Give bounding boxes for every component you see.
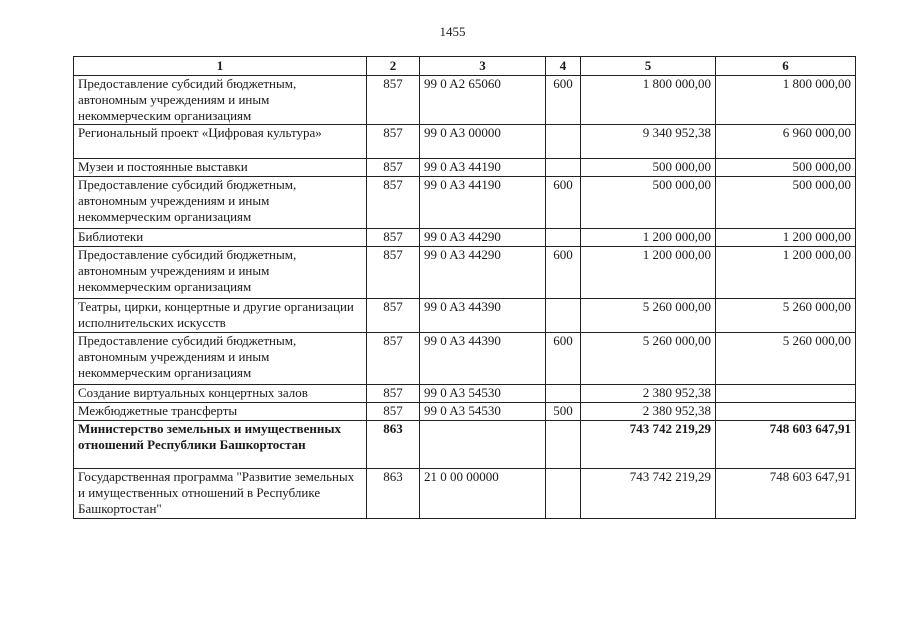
- table-row: [74, 403, 856, 421]
- row-csr-cell: 99 0 A3 54530: [420, 385, 546, 403]
- row-sum-2021-cell: [716, 385, 856, 403]
- row-grbs-cell: 857: [367, 76, 420, 125]
- table-row: [74, 76, 856, 125]
- row-sum-2020-cell: 1 800 000,00: [581, 76, 716, 125]
- row-sum-2020-cell: 9 340 952,38: [581, 125, 716, 159]
- row-sum-2021-cell: 5 260 000,00: [716, 299, 856, 333]
- row-csr-cell: 99 0 A3 44290: [420, 247, 546, 299]
- row-vr-cell: [546, 125, 581, 159]
- row-sum-2021-cell: 1 200 000,00: [716, 247, 856, 299]
- header-cell: 3: [420, 57, 546, 76]
- row-vr-cell: 600: [546, 333, 581, 385]
- row-csr-cell: 99 0 A3 54530: [420, 403, 546, 421]
- table-row: [74, 299, 856, 333]
- row-grbs-cell: 857: [367, 385, 420, 403]
- row-sum-2021-cell: 1 800 000,00: [716, 76, 856, 125]
- row-sum-2020-cell: 1 200 000,00: [581, 229, 716, 247]
- table-row: [74, 421, 856, 469]
- row-csr-cell: 99 0 A3 44390: [420, 333, 546, 385]
- row-name-cell: Библиотеки: [74, 229, 367, 247]
- row-grbs-cell: 857: [367, 125, 420, 159]
- table-row: [74, 469, 856, 519]
- row-grbs-cell: 863: [367, 421, 420, 469]
- header-cell: 6: [716, 57, 856, 76]
- row-sum-2021-cell: 500 000,00: [716, 177, 856, 229]
- row-vr-cell: [546, 229, 581, 247]
- table-row: [74, 229, 856, 247]
- row-sum-2020-cell: 5 260 000,00: [581, 333, 716, 385]
- row-sum-2020-cell: 2 380 952,38: [581, 403, 716, 421]
- row-csr-cell: 99 0 A3 00000: [420, 125, 546, 159]
- row-name-cell: Предоставление субсидий бюджетным, автономным учреждениям и иным некоммерческим организациям: [74, 76, 367, 125]
- row-name-cell: Предоставление субсидий бюджетным, автономным учреждениям и иным некоммерческим организациям: [74, 333, 367, 385]
- row-sum-2021-cell: 1 200 000,00: [716, 229, 856, 247]
- row-sum-2021-cell: [716, 403, 856, 421]
- header-row: [74, 57, 856, 76]
- table-row: [74, 159, 856, 177]
- budget-table: [73, 56, 856, 519]
- row-name-cell: Предоставление субсидий бюджетным, автономным учреждениям и иным некоммерческим организациям: [74, 247, 367, 299]
- row-grbs-cell: 857: [367, 247, 420, 299]
- table-row: [74, 125, 856, 159]
- row-sum-2020-cell: 5 260 000,00: [581, 299, 716, 333]
- table-row: [74, 177, 856, 229]
- table-row: [74, 333, 856, 385]
- row-sum-2020-cell: 500 000,00: [581, 159, 716, 177]
- row-grbs-cell: 857: [367, 299, 420, 333]
- row-vr-cell: 600: [546, 247, 581, 299]
- row-sum-2021-cell: 500 000,00: [716, 159, 856, 177]
- row-vr-cell: 600: [546, 177, 581, 229]
- row-sum-2020-cell: 743 742 219,29: [581, 469, 716, 519]
- row-csr-cell: 99 0 A3 44190: [420, 177, 546, 229]
- row-sum-2021-cell: 5 260 000,00: [716, 333, 856, 385]
- row-sum-2021-cell: 748 603 647,91: [716, 469, 856, 519]
- table-row: [74, 385, 856, 403]
- row-name-cell: Театры, цирки, концертные и другие организации исполнительских искусств: [74, 299, 367, 333]
- row-csr-cell: 99 0 A3 44290: [420, 229, 546, 247]
- row-sum-2020-cell: 743 742 219,29: [581, 421, 716, 469]
- row-name-cell: Региональный проект «Цифровая культура»: [74, 125, 367, 159]
- row-vr-cell: [546, 159, 581, 177]
- row-grbs-cell: 857: [367, 159, 420, 177]
- row-name-cell: Межбюджетные трансферты: [74, 403, 367, 421]
- row-csr-cell: 99 0 A3 44190: [420, 159, 546, 177]
- row-name-cell: Предоставление субсидий бюджетным, автономным учреждениям и иным некоммерческим организациям: [74, 177, 367, 229]
- row-csr-cell: [420, 421, 546, 469]
- row-grbs-cell: 863: [367, 469, 420, 519]
- page-number: 1455: [439, 24, 466, 39]
- row-name-cell: Музеи и постоянные выставки: [74, 159, 367, 177]
- header-cell: 2: [367, 57, 420, 76]
- row-name-cell: Создание виртуальных концертных залов: [74, 385, 367, 403]
- row-vr-cell: [546, 421, 581, 469]
- header-cell: 4: [546, 57, 581, 76]
- row-grbs-cell: 857: [367, 177, 420, 229]
- row-sum-2021-cell: 748 603 647,91: [716, 421, 856, 469]
- row-vr-cell: [546, 299, 581, 333]
- row-vr-cell: [546, 469, 581, 519]
- row-grbs-cell: 857: [367, 333, 420, 385]
- row-vr-cell: [546, 385, 581, 403]
- row-sum-2020-cell: 1 200 000,00: [581, 247, 716, 299]
- row-sum-2021-cell: 6 960 000,00: [716, 125, 856, 159]
- row-name-cell: Государственная программа "Развитие земельных и имущественных отношений в Республике Башкортостан": [74, 469, 367, 519]
- row-csr-cell: 21 0 00 00000: [420, 469, 546, 519]
- row-vr-cell: 500: [546, 403, 581, 421]
- row-sum-2020-cell: 500 000,00: [581, 177, 716, 229]
- row-grbs-cell: 857: [367, 403, 420, 421]
- row-vr-cell: 600: [546, 76, 581, 125]
- row-name-cell: Министерство земельных и имущественных отношений Республики Башкортостан: [74, 421, 367, 469]
- row-sum-2020-cell: 2 380 952,38: [581, 385, 716, 403]
- row-csr-cell: 99 0 A3 44390: [420, 299, 546, 333]
- row-csr-cell: 99 0 A2 65060: [420, 76, 546, 125]
- table-row: [74, 247, 856, 299]
- row-grbs-cell: 857: [367, 229, 420, 247]
- header-cell: 5: [581, 57, 716, 76]
- header-cell: 1: [74, 57, 367, 76]
